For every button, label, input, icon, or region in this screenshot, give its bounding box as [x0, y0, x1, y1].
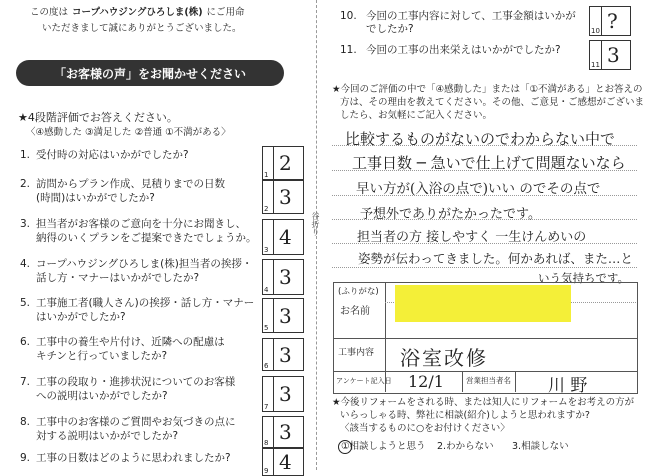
answer-box[interactable] [589, 6, 631, 36]
date-label: アンケート記入日 [336, 377, 392, 385]
answer-box[interactable] [262, 219, 304, 255]
answer-value: ? [607, 9, 618, 33]
answer-box-number: 1 [264, 171, 269, 179]
question-text: 工事の日数はどのように思われましたか? [36, 452, 231, 464]
question-number: 8. [20, 416, 31, 428]
staff-value: 川 野 [548, 376, 588, 396]
comment-line-5: 担当者の方 接しやすく 一生けんめいの [357, 230, 587, 245]
header-line2: いただきまして誠にありがとうございました。 [42, 23, 242, 34]
answer-box-number: 2 [264, 205, 269, 213]
rating-legend: 〈④感動した ③満足した ②普通 ①不満がある〉 [26, 127, 231, 138]
answer-box-number: 5 [264, 324, 269, 332]
question-text: 納得のいくプランをご提案できたでしょうか。 [36, 232, 257, 244]
question-text: 話し方・マナーはいかがでしたか? [36, 272, 200, 284]
question-number: 1. [20, 149, 31, 161]
answer-box-number: 3 [264, 246, 269, 254]
answer-box[interactable] [262, 416, 304, 448]
comment-line-3: 早い方が(入浴の点で)いい のでその点で [356, 181, 601, 197]
question-text: 受付時の対応はいかがでしたか? [36, 149, 189, 161]
answer-box[interactable] [262, 180, 304, 214]
comment-line-1: 比較するものがないのでわからない中で [345, 130, 616, 148]
answer-box-number: 6 [264, 362, 269, 370]
fold-label: 谷折り [311, 212, 320, 236]
answer-box-number: 9 [264, 467, 269, 475]
question-text: 工事中のお客様のご質問やお気づきの点に [36, 416, 236, 428]
answer-value: 3 [279, 420, 292, 444]
referral-option-2[interactable]: 2.わからない [437, 441, 494, 452]
comment-prompt-2: 方は、その理由を教えてください。その他、ご意見・ご感想がございま [340, 97, 645, 108]
question-number: 2. [20, 178, 31, 190]
answer-value: 3 [607, 43, 620, 67]
furigana-label: (ふりがな) [338, 287, 379, 297]
referral-question-2: いらっしゃる時、弊社に相談(紹介)しようと思われますか? [340, 410, 590, 421]
question-number: 3. [20, 218, 31, 230]
answer-box[interactable] [262, 376, 304, 412]
header-line1: この度は コープハウジングひろしま(株) にご用命 [30, 7, 245, 18]
answer-box-number: 7 [264, 403, 269, 411]
question-text: 今回の工事内容に対して、工事金額はいかが [366, 10, 576, 22]
question-number: 6. [20, 336, 31, 348]
question-number: 11. [340, 44, 357, 56]
answer-value: 4 [279, 450, 292, 474]
answer-value: 4 [279, 225, 292, 249]
answer-box-number: 8 [264, 439, 269, 447]
survey-banner: 「お客様の声」をお聞かせください [16, 60, 284, 86]
question-number: 9. [20, 452, 31, 464]
comment-prompt-1: ★今回のご評価の中で「④感動した」または「①不満がある」とお答えの [332, 84, 643, 95]
question-number: 10. [340, 10, 357, 22]
referral-option-1[interactable]: ①相談しようと思う [341, 441, 426, 452]
question-text: でしたか? [366, 23, 414, 35]
name-label: お名前 [340, 306, 370, 317]
answer-box[interactable] [262, 338, 304, 371]
answer-value: 3 [279, 265, 292, 289]
answer-value: 3 [279, 382, 292, 406]
work-label: 工事内容 [338, 348, 375, 358]
answer-value: 3 [279, 185, 292, 209]
date-value: 12/1 [408, 372, 444, 391]
redacted-name [395, 285, 571, 322]
rating-intro: ★4段階評価でお答えください。 [18, 111, 178, 124]
question-number: 7. [20, 376, 31, 388]
answer-box[interactable] [262, 448, 304, 476]
referral-option-3[interactable]: 3.相談しない [512, 441, 569, 452]
question-text: 工事施工者(職人さん)の挨拶・話し方・マナー [36, 297, 255, 309]
comment-prompt-3: したら、お気軽にご記入ください。 [340, 110, 493, 121]
question-text: キチンと行っていましたか? [36, 350, 168, 362]
staff-label: 営業担当者名 [466, 376, 511, 385]
answer-value: 2 [279, 151, 292, 175]
question-text: はいかがでしたか? [36, 311, 126, 323]
question-number: 5. [20, 297, 31, 309]
question-text: への説明はいかがでしたか? [36, 390, 168, 402]
answer-box-number: 4 [264, 286, 269, 294]
question-text: (時間)はいかがでしたか? [36, 192, 155, 204]
answer-box-number: 10 [591, 27, 600, 35]
comment-line-7: いう気持ちです。 [538, 271, 629, 285]
question-text: 今回の工事の出来栄えはいかがでしたか? [366, 44, 561, 56]
answer-box[interactable] [262, 146, 304, 180]
referral-question-3: 〈該当するものに○をお付けください〉 [340, 423, 510, 434]
answer-box[interactable] [589, 40, 631, 70]
comment-line-6: 姿勢が伝わってきました。何かあれば、また…と [358, 251, 633, 266]
question-text: 対する説明はいかがでしたか? [36, 430, 179, 442]
answer-box-number: 11 [591, 61, 600, 69]
question-text: 工事中の養生や片付け、近隣への配慮は [36, 336, 225, 348]
question-number: 4. [20, 258, 31, 270]
referral-question-1: ★今後リフォームをされる時、または知人にリフォームをお考えの方が [332, 397, 635, 408]
question-text: 工事の段取り・進捗状況についてのお客様 [36, 376, 236, 388]
comment-line-2: 工事日数 ─ 急いで仕上げて問題ないなら [352, 154, 626, 172]
question-text: 訪問からプラン作成、見積りまでの日数 [36, 178, 225, 190]
question-text: 担当者がお客様のご意向を十分にお聞きし、 [36, 218, 246, 230]
answer-value: 3 [279, 343, 292, 367]
answer-box[interactable] [262, 298, 304, 333]
question-text: コープハウジングひろしま(株)担当者の挨拶・ [36, 258, 253, 270]
comment-line-4: 予想外でありがたかったです。 [360, 207, 541, 222]
answer-value: 3 [279, 304, 292, 328]
work-value: 浴室改修 [400, 346, 488, 370]
answer-box[interactable] [262, 259, 304, 295]
